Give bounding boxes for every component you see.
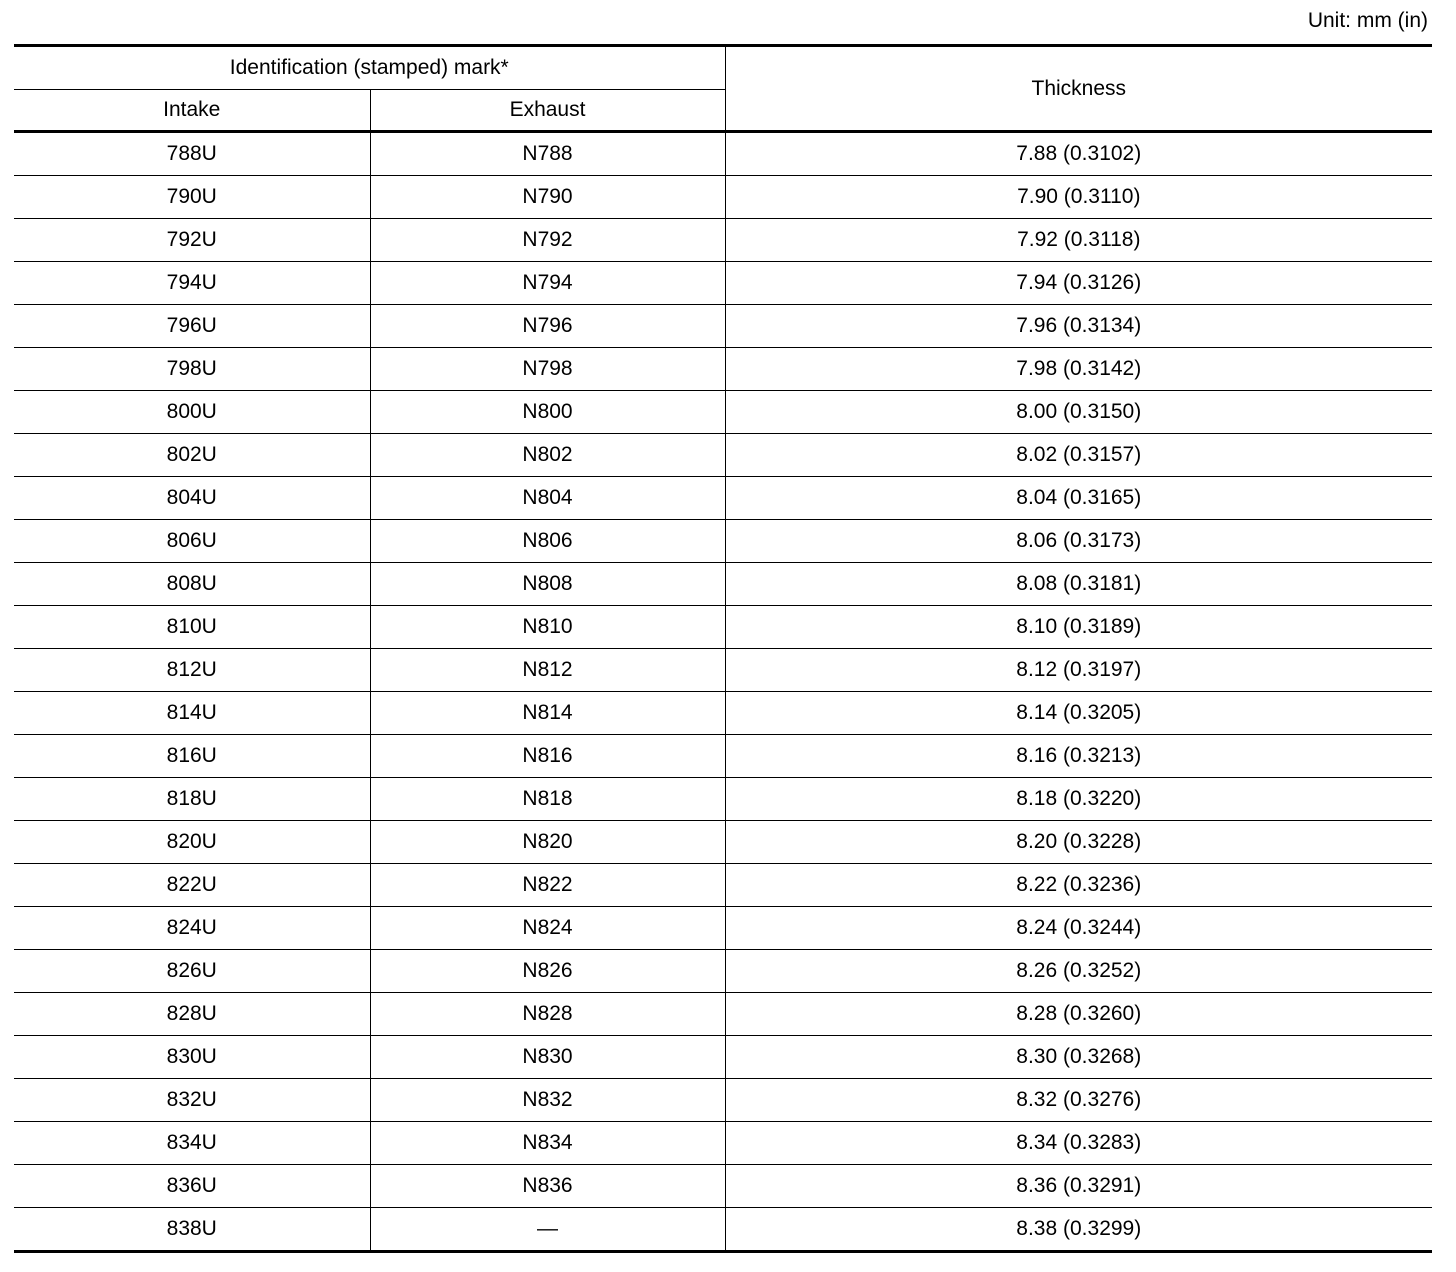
thickness-cell: 7.92 (0.3118) <box>725 219 1432 262</box>
table-row <box>14 520 1432 563</box>
exhaust-cell: N806 <box>370 520 725 563</box>
thickness-cell: 7.88 (0.3102) <box>725 132 1432 176</box>
table-row <box>14 262 1432 305</box>
exhaust-cell: N836 <box>370 1165 725 1208</box>
table-body <box>14 132 1432 1252</box>
intake-cell: 826U <box>14 950 370 993</box>
table-row <box>14 305 1432 348</box>
exhaust-cell: N790 <box>370 176 725 219</box>
intake-header: Intake <box>14 90 370 132</box>
table-row <box>14 132 1432 176</box>
table-row <box>14 821 1432 864</box>
exhaust-header: Exhaust <box>370 90 725 132</box>
exhaust-cell: N830 <box>370 1036 725 1079</box>
intake-cell: 788U <box>14 132 370 176</box>
intake-cell: 832U <box>14 1079 370 1122</box>
table-row <box>14 907 1432 950</box>
intake-cell: 796U <box>14 305 370 348</box>
thickness-cell: 8.00 (0.3150) <box>725 391 1432 434</box>
thickness-cell: 8.30 (0.3268) <box>725 1036 1432 1079</box>
intake-cell: 820U <box>14 821 370 864</box>
thickness-cell: 8.20 (0.3228) <box>725 821 1432 864</box>
intake-cell: 812U <box>14 649 370 692</box>
thickness-cell: 7.94 (0.3126) <box>725 262 1432 305</box>
thickness-cell: 8.12 (0.3197) <box>725 649 1432 692</box>
intake-cell: 806U <box>14 520 370 563</box>
thickness-cell: 8.28 (0.3260) <box>725 993 1432 1036</box>
thickness-cell: 7.96 (0.3134) <box>725 305 1432 348</box>
intake-cell: 828U <box>14 993 370 1036</box>
table-row <box>14 391 1432 434</box>
thickness-cell: 7.90 (0.3110) <box>725 176 1432 219</box>
table-row <box>14 864 1432 907</box>
table-row <box>14 778 1432 821</box>
exhaust-cell: N810 <box>370 606 725 649</box>
intake-cell: 824U <box>14 907 370 950</box>
thickness-cell: 7.98 (0.3142) <box>725 348 1432 391</box>
table-row <box>14 649 1432 692</box>
thickness-cell: 8.14 (0.3205) <box>725 692 1432 735</box>
exhaust-cell: N808 <box>370 563 725 606</box>
unit-label: Unit: mm (in) <box>1307 9 1428 32</box>
thickness-cell: 8.36 (0.3291) <box>725 1165 1432 1208</box>
exhaust-cell: N828 <box>370 993 725 1036</box>
table-row <box>14 477 1432 520</box>
table-row <box>14 950 1432 993</box>
intake-cell: 792U <box>14 219 370 262</box>
exhaust-cell: N814 <box>370 692 725 735</box>
thickness-cell: 8.32 (0.3276) <box>725 1079 1432 1122</box>
table-row <box>14 1208 1432 1252</box>
thickness-cell: 8.08 (0.3181) <box>725 563 1432 606</box>
exhaust-cell: N834 <box>370 1122 725 1165</box>
thickness-header: Thickness <box>725 46 1432 132</box>
table-row <box>14 219 1432 262</box>
thickness-cell: 8.24 (0.3244) <box>725 907 1432 950</box>
table-row <box>14 1079 1432 1122</box>
table-row <box>14 348 1432 391</box>
exhaust-cell: N792 <box>370 219 725 262</box>
exhaust-cell: N824 <box>370 907 725 950</box>
thickness-spec-table <box>14 44 1432 1253</box>
thickness-cell: 8.10 (0.3189) <box>725 606 1432 649</box>
intake-cell: 810U <box>14 606 370 649</box>
intake-cell: 830U <box>14 1036 370 1079</box>
exhaust-cell: N820 <box>370 821 725 864</box>
intake-cell: 836U <box>14 1165 370 1208</box>
table-row <box>14 1165 1432 1208</box>
exhaust-cell: N802 <box>370 434 725 477</box>
intake-cell: 822U <box>14 864 370 907</box>
exhaust-cell: N788 <box>370 132 725 176</box>
exhaust-cell: N796 <box>370 305 725 348</box>
exhaust-cell: N816 <box>370 735 725 778</box>
intake-cell: 838U <box>14 1208 370 1252</box>
table-row <box>14 176 1432 219</box>
exhaust-cell: N800 <box>370 391 725 434</box>
intake-cell: 808U <box>14 563 370 606</box>
table-row <box>14 735 1432 778</box>
intake-cell: 802U <box>14 434 370 477</box>
intake-cell: 834U <box>14 1122 370 1165</box>
intake-cell: 800U <box>14 391 370 434</box>
intake-cell: 794U <box>14 262 370 305</box>
thickness-cell: 8.16 (0.3213) <box>725 735 1432 778</box>
exhaust-cell: N812 <box>370 649 725 692</box>
identification-mark-header: Identification (stamped) mark* <box>14 46 725 90</box>
exhaust-cell: — <box>370 1208 725 1252</box>
exhaust-cell: N822 <box>370 864 725 907</box>
thickness-cell: 8.38 (0.3299) <box>725 1208 1432 1252</box>
exhaust-cell: N818 <box>370 778 725 821</box>
table-row <box>14 1036 1432 1079</box>
table-row <box>14 1122 1432 1165</box>
table-row <box>14 434 1432 477</box>
exhaust-cell: N826 <box>370 950 725 993</box>
intake-cell: 790U <box>14 176 370 219</box>
intake-cell: 818U <box>14 778 370 821</box>
intake-cell: 804U <box>14 477 370 520</box>
header-row-group <box>14 46 1432 90</box>
intake-cell: 816U <box>14 735 370 778</box>
table-row <box>14 606 1432 649</box>
thickness-cell: 8.26 (0.3252) <box>725 950 1432 993</box>
exhaust-cell: N794 <box>370 262 725 305</box>
thickness-cell: 8.06 (0.3173) <box>725 520 1432 563</box>
intake-cell: 798U <box>14 348 370 391</box>
thickness-cell: 8.34 (0.3283) <box>725 1122 1432 1165</box>
table-header <box>14 46 1432 132</box>
thickness-cell: 8.02 (0.3157) <box>725 434 1432 477</box>
thickness-cell: 8.22 (0.3236) <box>725 864 1432 907</box>
table-row <box>14 563 1432 606</box>
exhaust-cell: N804 <box>370 477 725 520</box>
table-row <box>14 993 1432 1036</box>
exhaust-cell: N798 <box>370 348 725 391</box>
intake-cell: 814U <box>14 692 370 735</box>
thickness-cell: 8.18 (0.3220) <box>725 778 1432 821</box>
thickness-cell: 8.04 (0.3165) <box>725 477 1432 520</box>
table-row <box>14 692 1432 735</box>
exhaust-cell: N832 <box>370 1079 725 1122</box>
